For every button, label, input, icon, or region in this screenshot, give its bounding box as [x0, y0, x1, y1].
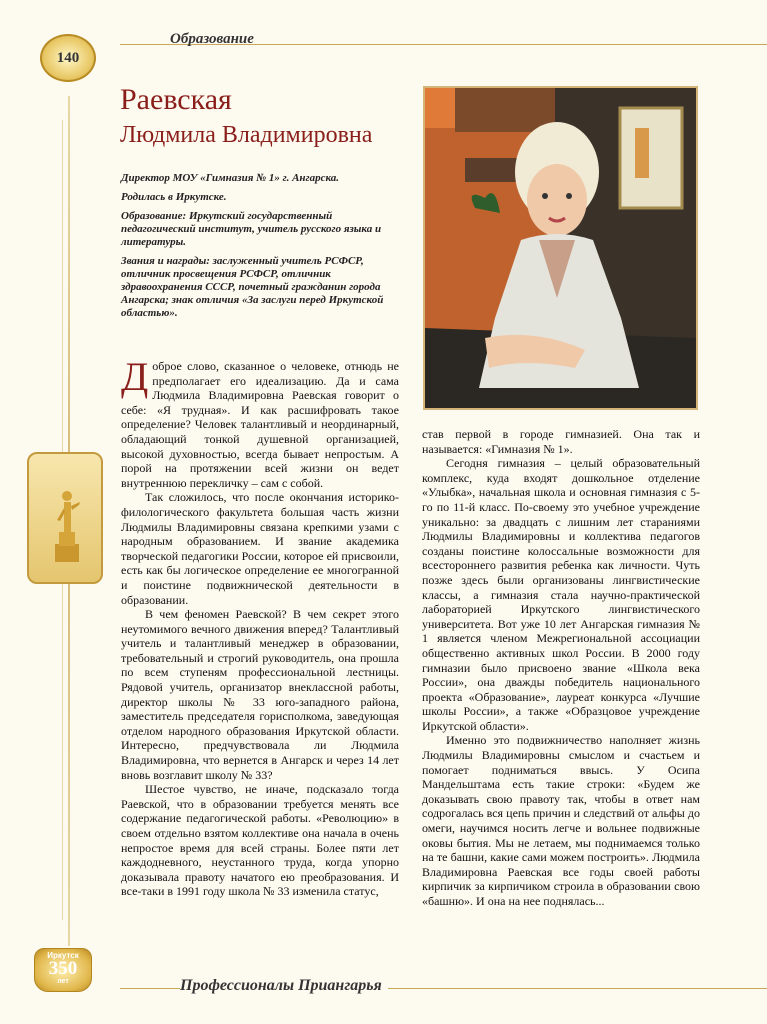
badge-years: лет [57, 978, 69, 985]
article-column-1 [121, 354, 399, 899]
paragraph [121, 354, 399, 490]
paragraph: став первой в городе гимназией. Она так и называется: «Гимназия № 1». [422, 427, 700, 456]
paragraph-text: оброе слово, сказанное о человеке, отнюдь не предполагает его идеализацию. Да и сама Людмила Владимировна Раевская говорит о себе: «Я трудная». И как расшифровать такое определение? Человек талантливый и неординарный, обладающий тонкой душевной организацией, высокой духовностью, всегда бывает непростым. А порой на протяжении всей жизни он ведет внутреннюю перекличку – сам с собой. [121, 359, 399, 490]
paragraph: Так сложилось, что после окончания историко-филологического факультета большая часть жизни Людмилы Владимировны связана крепкими узами с народным образованием. И звание академика творческой педагогики России, которое ей присвоили, есть как бы логическое определение ее многогранной и поистине подвижнической деятельности в образовании. [121, 490, 399, 607]
article-column-2 [422, 427, 700, 909]
badge-number: 350 [48, 958, 78, 979]
bio-block [121, 172, 396, 326]
drop-cap: Д [121, 354, 149, 399]
paragraph: Сегодня гимназия – целый образовательный комплекс, куда входят дошкольное отделение «Улыбка», начальная школа и основная гимназия с 5-го по 11-й класс. По-своему это учебное учреждение уникально: за двадцать с лишним лет стараниями Людмилы Владимировны и коллектива педагогов созданы поистине колоссальные возможности для всестороннего развития ребенка как личности. Чуть позже здесь были организованы лингвистические классы, а гимназия стала научно-практической лабораторией Иркутского лингвистического университета. Вот уже 10 лет Ангарская гимназия № 1 является членом Межрегиональной ассоциации общественно активных школ России. В 2000 году гимназии было присвоено звание «Школа века России», она дважды победитель национального проекта «Образование», лауреат конкурса «Лучшие школы России», а также «Образцовое учреждение Иркутской области». [422, 456, 700, 733]
bio-birthplace: Родилась в Иркутске. [121, 191, 227, 203]
bio-awards: Звания и награды: заслуженный учитель РСФСР, отличник просвещения РСФСР, отличник здравоохранения СССР, почетный гражданин города Ангарска; знак отличия «За заслуги перед Иркутской областью». [121, 255, 384, 319]
person-given-name: Людмила Владимировна [120, 122, 373, 148]
portrait-illustration [425, 88, 696, 408]
paragraph: В чем феномен Раевской? В чем секрет этого неутомимого вечного движения вперед? Талантливый учитель и талантливый менеджер в образовании, требовательный и строгий руководитель, она прошла по всем ступеням профессиональной лестницы. Рядовой учитель, организатор внеклассной работы, директор школы № 33 юго-западного района, заместитель председателя горисполкома, заведующая отделом народного образования Иркутской области. Интересно, предчувствовала ли Людмила Владимировна, что вернется в Ангарск и через 14 лет вновь возглавит школу № 33? [121, 607, 399, 782]
bio-position: Директор МОУ «Гимназия № 1» г. Ангарска. [121, 172, 340, 184]
page-number: 140 [40, 34, 96, 82]
section-title: Образование [170, 31, 254, 47]
bio-education: Образование: Иркутский государственный педагогический институт, учитель русского языка и литературы. [121, 210, 382, 248]
irkutsk-350-badge [34, 948, 92, 992]
badge-city: Иркутск [47, 951, 79, 960]
paragraph: Шестое чувство, не иначе, подсказало тогда Раевской, что в образовании требуется менять все содержание педагогической работы. «Революцию» в своем отдельно взятом коллективе она начала в очень непростое время для всей страны. Более пяти лет каждодневного, неустанного труда, когда упорно доказывала правоту начатого ею преобразования. И все-таки в 1991 году школа № 33 изменила статус, [121, 782, 399, 899]
portrait-photo [423, 86, 698, 410]
monument-icon [49, 472, 85, 566]
person-surname: Раевская [120, 83, 232, 116]
monument-emblem [27, 452, 103, 584]
paragraph: Именно это подвижничество наполняет жизнь Людмилы Владимировны смыслом и счастьем и помогает подниматься ввысь. У Осипа Мандельштама есть такие строки: «Будем же доказывать свою правоту так, чтобы в ответ нам содрогалась вся цепь причин и следствий от альфы до омеги, научимся носить легче и вольнее подвижные оковы бытия. Мы не летаем, мы поднимаемся только на те башни, какие сами можем построить». Людмила Владимировна Раевская все годы своей работы кирпичик за кирпичиком строила в образовании свою «башню». И она на нее поднялась... [422, 733, 700, 908]
footer-title: Профессионалы Приангарья [180, 977, 388, 995]
